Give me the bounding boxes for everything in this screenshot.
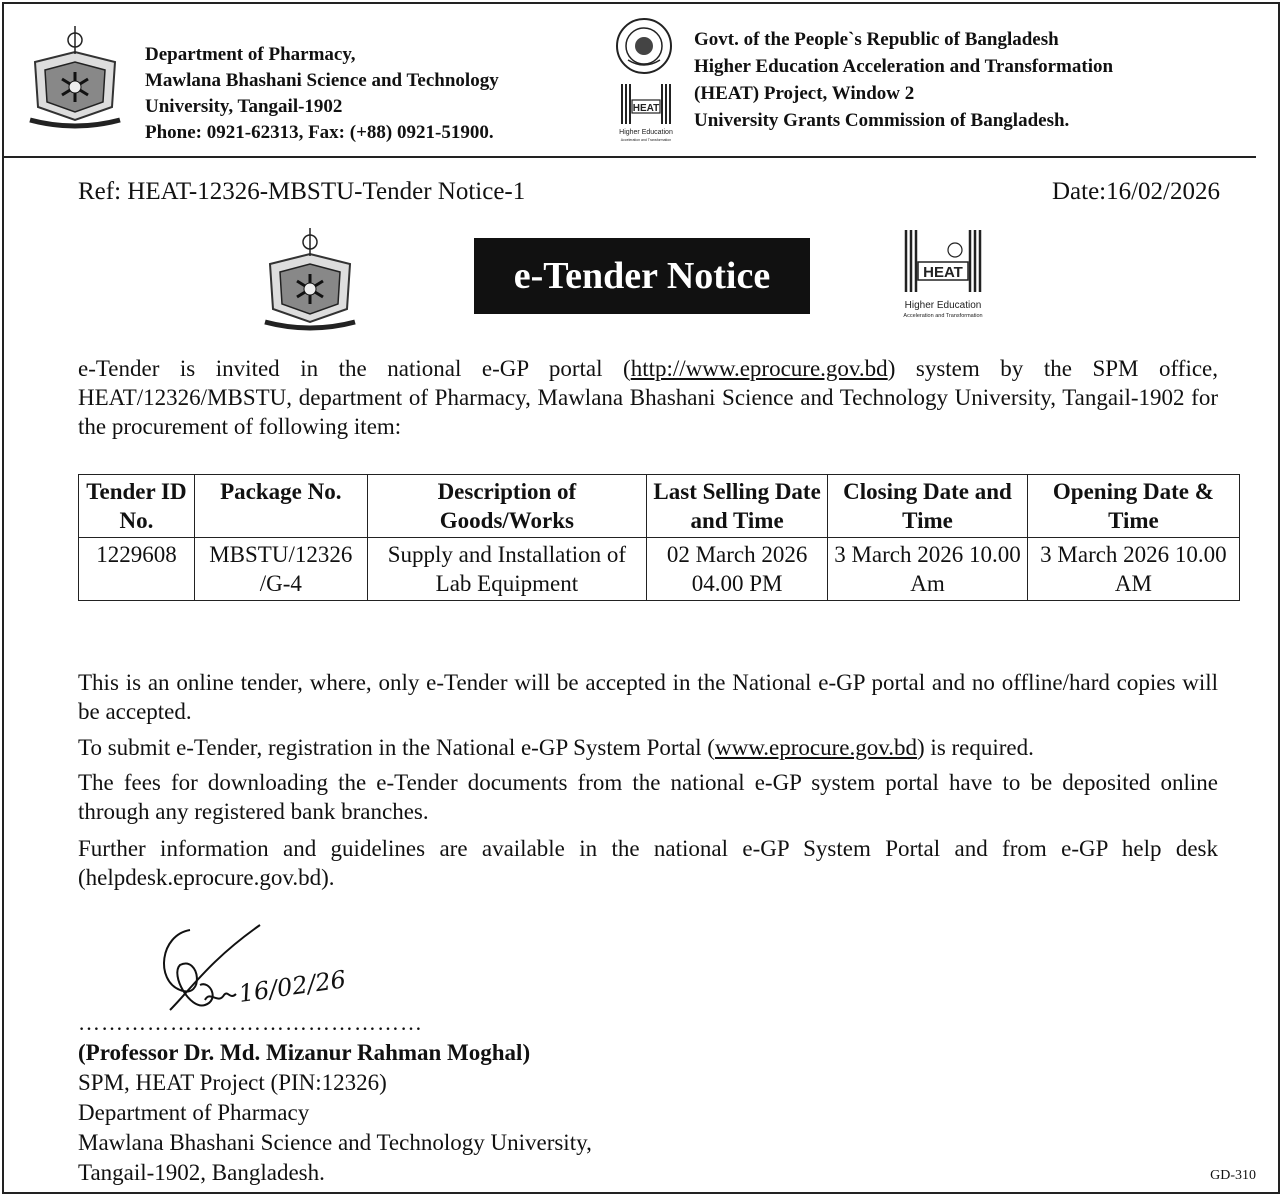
heat-large-caption: Higher Education — [904, 300, 982, 311]
header-right-line4: University Grants Commission of Bangladesh. — [694, 110, 1070, 131]
heat-logo-small-icon — [616, 80, 676, 144]
registration-paragraph — [78, 733, 1218, 762]
signer-block — [78, 1038, 592, 1188]
header-left-line3: University, Tangail-1902 — [145, 96, 343, 117]
heat-large-subcaption: Acceleration and Transformation — [903, 313, 983, 319]
mbstu-logo-large-icon — [252, 224, 368, 334]
intro-text-start: e-Tender is invited in the national e-GP portal ( — [78, 356, 631, 381]
handwritten-date: 16/02/26 — [236, 965, 348, 1008]
header-tender-id: Tender ID No. — [79, 475, 195, 538]
mbstu-logo-icon — [20, 22, 130, 132]
registration-link[interactable]: www.eprocure.gov.bd — [714, 735, 918, 760]
header-left-line1: Department of Pharmacy, — [145, 44, 356, 65]
notice-title: e-Tender Notice — [474, 238, 810, 314]
cell-package-no: MBSTU/12326 /G-4 — [194, 538, 367, 601]
online-tender-paragraph: This is an online tender, where, only e-Tender will be accepted in the National e-GP portal and no offline/hard copies will be accepted. — [78, 670, 1218, 724]
reference-number: Ref: HEAT-12326-MBSTU-Tender Notice-1 — [78, 178, 526, 205]
footer-code: GD-310 — [1210, 1168, 1256, 1183]
header-opening: Opening Date & Time — [1027, 475, 1239, 538]
header-description: Description of Goods/Works — [367, 475, 646, 538]
signer-name: (Professor Dr. Md. Mizanur Rahman Moghal) — [78, 1040, 531, 1065]
signature-line: ……………………………………… — [78, 1010, 423, 1035]
heat-large-label: HEAT — [923, 264, 963, 281]
bangladesh-govt-seal-icon — [614, 16, 674, 76]
cell-closing: 3 March 2026 10.00 Am — [828, 538, 1028, 601]
registration-text-end: ) is required. — [917, 735, 1034, 760]
intro-text-end: ) system by the SPM office, HEAT/12326/MBSTU, department of Pharmacy, Mawlana Bhashani Science and Technology University, Tangail-1902 for the procurement of following item: — [78, 356, 1218, 439]
header-last-selling: Last Selling Date and Time — [647, 475, 828, 538]
notice-date: Date:16/02/2026 — [1051, 178, 1220, 205]
registration-text-start: To submit e-Tender, registration in the National e-GP System Portal ( — [78, 735, 715, 760]
intro-paragraph — [78, 354, 1218, 441]
heat-small-subcaption: Acceleration and Transformation — [620, 138, 672, 142]
header-divider — [4, 156, 1256, 158]
header-package-no: Package No. — [194, 475, 367, 538]
eprocure-link[interactable]: http://www.eprocure.gov.bd — [630, 356, 888, 381]
guidelines-paragraph: Further information and guidelines are available in the national e-GP System Portal and from e-GP help desk (helpdesk.eprocure.gov.bd). — [78, 836, 1218, 890]
header-right-line2: Higher Education Acceleration and Transformation — [694, 56, 1114, 77]
fees-paragraph: The fees for downloading the e-Tender documents from the national e-GP system portal have to be deposited online through any registered bank branches. — [78, 770, 1218, 824]
heat-small-caption: Higher Education — [619, 129, 673, 136]
cell-tender-id: 1229608 — [79, 538, 195, 601]
tender-table — [78, 474, 1240, 601]
header-right — [612, 14, 1262, 144]
header-left-line2: Mawlana Bhashani Science and Technology — [145, 70, 499, 91]
signer-department: Department of Pharmacy — [78, 1100, 310, 1125]
heat-small-label: HEAT — [632, 103, 660, 114]
cell-last-selling: 02 March 2026 04.00 PM — [647, 538, 828, 601]
header-right-line1: Govt. of the People`s Republic of Bangladesh — [694, 29, 1059, 50]
header-left-line4: Phone: 0921-62313, Fax: (+88) 0921-51900. — [145, 122, 494, 143]
signer-title: SPM, HEAT Project (PIN:12326) — [78, 1070, 387, 1095]
signer-address: Tangail-1902, Bangladesh. — [78, 1160, 325, 1185]
header-closing: Closing Date and Time — [828, 475, 1028, 538]
cell-opening: 3 March 2026 10.00 AM — [1027, 538, 1239, 601]
header-right-line3: (HEAT) Project, Window 2 — [694, 83, 915, 104]
table-row — [79, 538, 1240, 601]
cell-description: Supply and Installation of Lab Equipment — [367, 538, 646, 601]
signer-university: Mawlana Bhashani Science and Technology University, — [78, 1130, 592, 1155]
table-header-row — [79, 475, 1240, 538]
header-left — [20, 18, 580, 143]
heat-logo-large-icon — [900, 226, 986, 320]
